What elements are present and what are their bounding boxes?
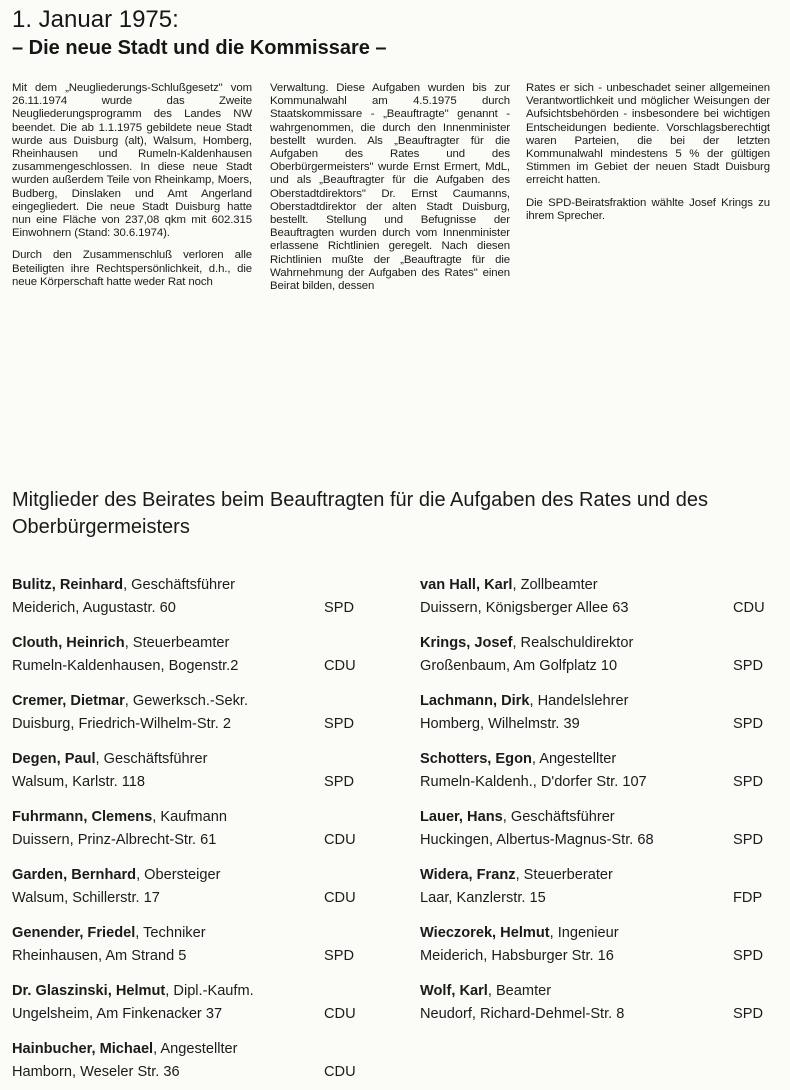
member-address: Meiderich, Habsburger Str. 16 [420, 948, 614, 964]
member-address: Homberg, Wilhelmstr. 39 [420, 716, 580, 732]
member-entry [420, 692, 780, 733]
member-entry [420, 982, 780, 1023]
member-role: , Geschäftsführer [95, 751, 208, 767]
member-name: Schotters, Egon [420, 751, 532, 767]
member-entry [12, 634, 372, 675]
member-address: Walsum, Karlstr. 118 [12, 774, 146, 790]
members-heading: Mitglieder des Beirates beim Beauftragten für die Aufgaben des Rates und des Oberbürgermeisters [12, 489, 708, 538]
member-party: SPD [733, 1006, 764, 1022]
member-entry [12, 808, 372, 849]
member-name: Degen, Paul [12, 751, 96, 767]
article-paragraph: Mit dem „Neugliederungs-Schlußgesetz" vom 26.11.1974 wurde das Zweite Neugliederungsprogramm des Landes NW beendet. Die ab 1.1.1975 gebildete neue Stadt wurde aus Duisburg (alt), Walsum, Homberg, Rheinhausen und Rumeln-Kaldenhausen zusammengeschlossen. In diese neue Stadt wurden außerdem Teile von Rheinkamp, Moers, Budberg, Dinslaken und Amt Angerland eingegliedert. Die neue Stadt Duisburg hatte nun eine Fläche von 237,08 qkm mit 602.315 Einwohnern (Stand: 30.6.1974). [12, 82, 252, 240]
member-party: SPD [324, 600, 355, 616]
member-role: , Realschuldirektor [512, 635, 634, 651]
member-entry [420, 866, 780, 907]
member-role: , Steuerberater [515, 867, 613, 883]
member-role: , Angestellter [153, 1041, 238, 1057]
member-entry [12, 924, 372, 965]
member-address: Walsum, Schillerstr. 17 [12, 890, 160, 906]
member-address: Laar, Kanzlerstr. 15 [420, 890, 546, 906]
member-name: Wieczorek, Helmut [420, 925, 550, 941]
member-entry [420, 924, 780, 965]
member-name: Bulitz, Reinhard [12, 577, 124, 593]
member-entry [420, 576, 780, 617]
member-party: SPD [324, 774, 355, 790]
member-role: , Geschäftsführer [502, 809, 615, 825]
member-name: Dr. Glaszinski, Helmut [12, 983, 166, 999]
member-name: Clouth, Heinrich [12, 635, 125, 651]
member-address: Duissern, Königsberger Allee 63 [420, 600, 629, 616]
member-role: , Ingenieur [549, 925, 619, 941]
member-party: SPD [733, 832, 764, 848]
member-party: SPD [324, 716, 355, 732]
member-name: Hainbucher, Michael [12, 1041, 154, 1057]
member-role: , Handelslehrer [529, 693, 629, 709]
article-paragraph: Rates er sich - unbeschadet seiner allgemeinen Verantwortlichkeit und möglicher Weisungen der Aufsichtsbehörden - insbesondere bei wichtigen Entscheidungen bediente. Vorschlagsberechtigt waren Parteien, die bei der letzten Kommunalwahl mindestens 5 % der gültigen Stimmen im Gebiet der neuen Stadt Duisburg erreicht hatten. [526, 82, 770, 187]
member-party: CDU [733, 600, 765, 616]
member-role: , Geschäftsführer [123, 577, 236, 593]
member-name: Lauer, Hans [420, 809, 503, 825]
member-party: CDU [324, 1006, 356, 1022]
member-entry [420, 808, 780, 849]
member-party: CDU [324, 832, 356, 848]
member-name: Krings, Josef [420, 635, 513, 651]
member-address: Huckingen, Albertus-Magnus-Str. 68 [420, 832, 654, 848]
member-entry [420, 634, 780, 675]
member-address: Hamborn, Weseler Str. 36 [12, 1064, 180, 1080]
member-name: Widera, Franz [420, 867, 516, 883]
member-party: CDU [324, 1064, 356, 1080]
member-entry [12, 750, 372, 791]
member-role: , Angestellter [531, 751, 617, 767]
member-party: CDU [324, 890, 356, 906]
member-party: SPD [733, 774, 764, 790]
member-entry [12, 576, 372, 617]
member-role: , Techniker [135, 925, 206, 941]
member-address: Rumeln-Kaldenh., D'dorfer Str. 107 [420, 774, 647, 790]
member-role: , Dipl.-Kaufm. [165, 983, 254, 999]
article-paragraph: Durch den Zusammenschluß verloren alle Beteiligten ihre Rechtspersönlichkeit, d.h., die neue Körperschaft hatte weder Rat noch [12, 249, 252, 288]
member-entry [12, 982, 372, 1023]
member-entry [12, 1040, 372, 1081]
member-address: Duisburg, Friedrich-Wilhelm-Str. 2 [12, 716, 231, 732]
member-name: Fuhrmann, Clemens [12, 809, 153, 825]
member-name: Genender, Friedel [12, 925, 136, 941]
article-column-3 [526, 82, 770, 232]
member-address: Meiderich, Augustastr. 60 [12, 600, 176, 616]
member-role: , Obersteiger [136, 867, 221, 883]
article-column-1 [12, 82, 252, 298]
member-role: , Gewerksch.-Sekr. [124, 693, 249, 709]
member-name: van Hall, Karl [420, 577, 513, 593]
member-address: Rheinhausen, Am Strand 5 [12, 948, 187, 964]
member-party: SPD [733, 658, 764, 674]
member-party: FDP [733, 890, 763, 906]
member-name: Garden, Bernhard [12, 867, 137, 883]
member-address: Ungelsheim, Am Finkenacker 37 [12, 1006, 223, 1022]
member-entry [12, 692, 372, 733]
member-address: Rumeln-Kaldenhausen, Bogenstr.2 [12, 658, 239, 674]
member-address: Duissern, Prinz-Albrecht-Str. 61 [12, 832, 217, 848]
member-role: , Steuerbeamter [124, 635, 230, 651]
member-role: , Beamter [487, 983, 552, 999]
member-address: Neudorf, Richard-Dehmel-Str. 8 [420, 1006, 625, 1022]
member-name: Wolf, Karl [420, 983, 488, 999]
member-party: SPD [733, 948, 764, 964]
member-party: CDU [324, 658, 356, 674]
article-paragraph: Verwaltung. Diese Aufgaben wurden bis zur Kommunalwahl am 4.5.1975 durch Staatskommissare - „Beauftragte" genannt - wahrgenommen, die durch den Innenminister bestellt wurden. Als „Beauftragter für die Aufgaben des Rates und des Oberbürgermeisters" wurde Ernst Ermert, MdL, und als „Beauftragter für die Aufgaben des Oberstadtdirektors" Dr. Ernst Caumanns, Oberstadtdirektor der alten Stadt Duisburg, bestellt. Stellung und Befugnisse der Beauftragten wurden durch vom Innenminister erlassene Richtlinien geregelt. Nach diesen Richtlinien mußte der „Beauftragte für die Wahrnehmung der Aufgaben des Rates" einen Beirat bilden, dessen [270, 82, 510, 293]
member-party: SPD [324, 948, 355, 964]
member-name: Cremer, Dietmar [12, 693, 125, 709]
member-role: , Kaufmann [152, 809, 227, 825]
member-party: SPD [733, 716, 764, 732]
article-column-2 [270, 82, 510, 302]
page-subtitle: – Die neue Stadt und die Kommissare – [12, 37, 387, 59]
member-entry [12, 866, 372, 907]
page-title: 1. Januar 1975: [12, 6, 179, 33]
member-address: Großenbaum, Am Golfplatz 10 [420, 658, 618, 674]
member-entry [420, 750, 780, 791]
member-role: , Zollbeamter [512, 577, 598, 593]
member-name: Lachmann, Dirk [420, 693, 530, 709]
article-paragraph: Die SPD-Beiratsfraktion wählte Josef Krings zu ihrem Sprecher. [526, 196, 770, 222]
